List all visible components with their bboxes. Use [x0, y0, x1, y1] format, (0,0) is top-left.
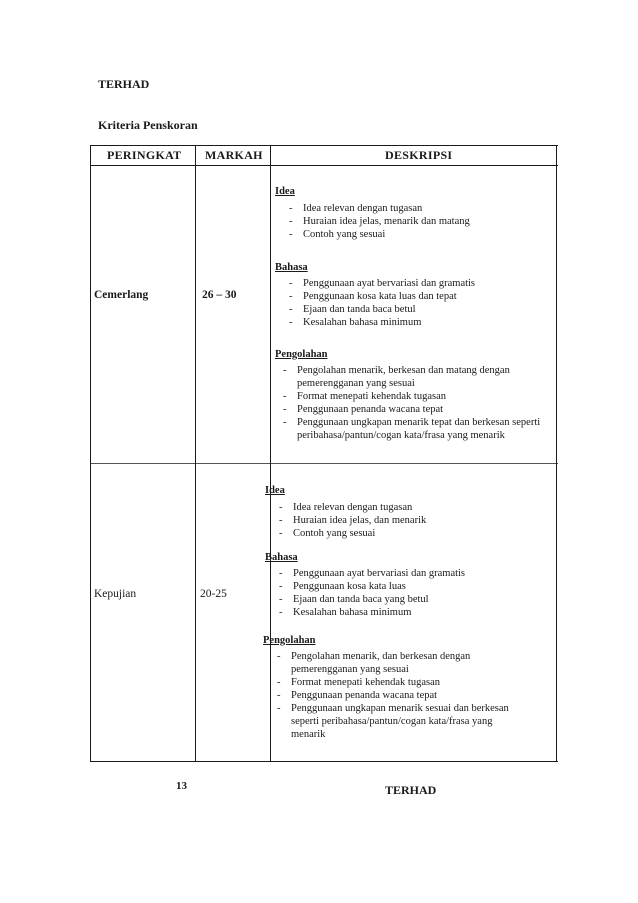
description-kepujian: [90, 145, 558, 762]
list-item: - Kesalahan bahasa minimum: [289, 316, 551, 329]
list-item: - Contoh yang sesuai: [289, 228, 551, 241]
section-title-idea: Idea: [265, 485, 285, 496]
list-item: - Idea relevan dengan tugasan: [289, 202, 551, 215]
scoring-table: [90, 145, 558, 762]
column-header-markah: MARKAH: [205, 148, 263, 162]
list-item: - Format menepati kehendak tugasan: [283, 390, 553, 403]
section-title-pengolahan: Pengolahan: [263, 635, 316, 646]
list-item: - Penggunaan ungkapan menarik tepat dan berkesan seperti peribahasa/pantun/cogan kata/frasa yang menarik: [283, 416, 553, 442]
column-header-peringkat: PERINGKAT: [107, 148, 182, 162]
list-item: - Ejaan dan tanda baca yang betul: [279, 593, 549, 606]
list-pengolahan: [277, 650, 517, 741]
column-header-deskripsi: DESKRIPSI: [385, 148, 453, 162]
classification-footer: TERHAD: [385, 783, 437, 797]
list-item: - Penggunaan ungkapan menarik sesuai dan berkesan seperti peribahasa/pantun/cogan kata/frasa yang menarik: [277, 702, 517, 741]
page-subtitle: Kriteria Penskoran: [98, 118, 198, 132]
list-item: - Format menepati kehendak tugasan: [277, 676, 517, 689]
list-item: - Pengolahan menarik, berkesan dan matang dengan pemerengganan yang sesuai: [283, 364, 553, 390]
grade-kepujian: Kepujian: [94, 588, 137, 600]
list-idea: [279, 501, 549, 540]
list-item: - Pengolahan menarik, dan berkesan dengan pemerengganan yang sesuai: [277, 650, 517, 676]
list-item: - Huraian idea jelas, menarik dan matang: [289, 215, 551, 228]
list-item: - Idea relevan dengan tugasan: [279, 501, 549, 514]
list-bahasa: [279, 567, 549, 619]
list-item: - Penggunaan ayat bervariasi dan gramatis: [279, 567, 549, 580]
list-item: - Huraian idea jelas, dan menarik: [279, 514, 549, 527]
list-item: - Penggunaan penanda wacana tepat: [277, 689, 517, 702]
section-title-idea: Idea: [275, 186, 295, 197]
list-item: - Penggunaan kosa kata luas dan tepat: [289, 290, 551, 303]
list-item: - Penggunaan ayat bervariasi dan gramatis: [289, 277, 551, 290]
list-item: - Penggunaan kosa kata luas: [279, 580, 549, 593]
section-title-bahasa: Bahasa: [265, 552, 298, 563]
list-item: - Ejaan dan tanda baca betul: [289, 303, 551, 316]
marks-kepujian: 20-25: [200, 588, 227, 600]
list-item: - Contoh yang sesuai: [279, 527, 549, 540]
section-title-bahasa: Bahasa: [275, 262, 308, 273]
list-item: - Kesalahan bahasa minimum: [279, 606, 549, 619]
section-title-pengolahan: Pengolahan: [275, 349, 328, 360]
classification-header: TERHAD: [98, 77, 150, 91]
list-item: - Penggunaan penanda wacana tepat: [283, 403, 553, 416]
page-number: 13: [176, 780, 187, 792]
grade-cemerlang: Cemerlang: [94, 289, 149, 301]
marks-cemerlang: 26 – 30: [202, 289, 237, 301]
